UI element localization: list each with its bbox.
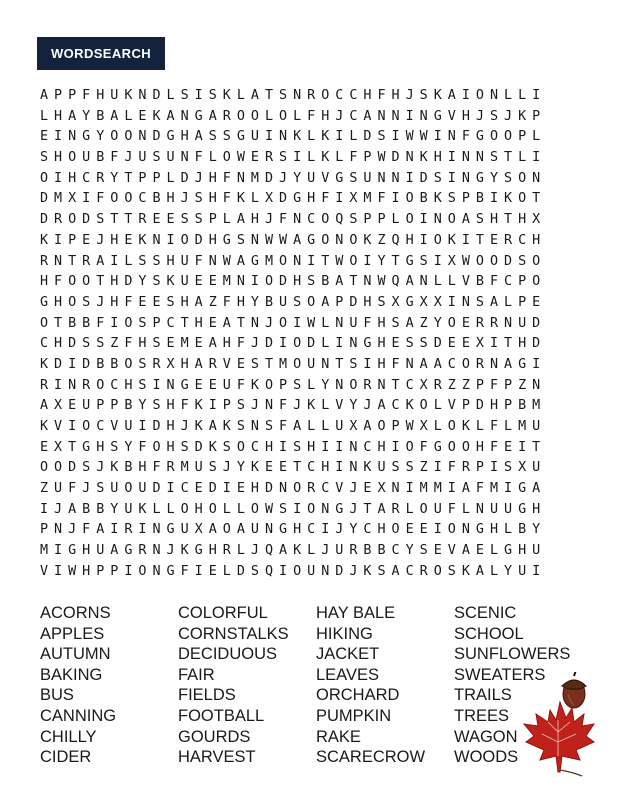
grid-row: RINROCHSINGEEUFKOPSLYNORNTCXRZZPFPZN	[40, 377, 547, 393]
word-list-item: GOURDS	[178, 727, 251, 746]
page-title: WORDSEARCH	[50, 46, 152, 61]
maple-leaf-icon	[524, 702, 594, 776]
word-list-item: TREES	[454, 706, 510, 725]
word-list-item: HARVEST	[178, 748, 256, 767]
word-list-item: ACORNS	[40, 604, 111, 622]
word-list-item: LEAVES	[316, 665, 379, 684]
letter-grid	[40, 86, 546, 583]
word-list	[40, 603, 592, 768]
grid-row: ZUFJSUOUDICEDIEHDNORCVJEXNIMMIAFMIGA	[40, 481, 547, 497]
word-list-item: SCHOOL	[454, 624, 524, 643]
word-list-item: PUMPKIN	[316, 706, 392, 725]
grid-row: SHOUBFJUSUNFLOWERSILKLFPWDNKHINNSTLI	[40, 150, 547, 166]
word-list-item: CIDER	[40, 748, 92, 767]
grid-row: OTBBFIOSPCTHEATNJOIWLNUFHSAZYOERRNUD	[40, 315, 547, 331]
word-list-item: JACKET	[316, 645, 380, 664]
word-list-item: HIKING	[316, 624, 373, 643]
grid-row: DMXIFOOCBHJSHFKLXDGHFIXMFIOBKSPBIKOT	[40, 191, 547, 207]
grid-row: KIPEJHEKNIODHGSNWWAGONOKZQHIOKITERCH	[40, 232, 547, 248]
word-list-item: CORNSTALKS	[178, 624, 289, 643]
title-badge	[37, 37, 165, 70]
grid-row: APPFHUKNDLSISKLATSNROCCHFHJSKAIONLLI	[40, 88, 547, 103]
word-list-item: APPLES	[40, 624, 105, 643]
word-list-item: DECIDUOUS	[178, 645, 278, 664]
autumn-decoration	[520, 672, 595, 777]
grid-row: OODSJKBHFRMUSJYKEETCHINKUSSZIFRPISXU	[40, 460, 547, 476]
grid-row: KDIDBBOSRXHARVESTMOUNTSIHFNAACORNAGI	[40, 356, 547, 372]
grid-row: HFOOTHDYSKUEEMNIODHSBATNWQANLLVBFCPO	[40, 274, 547, 290]
word-list-item: ORCHARD	[316, 686, 400, 705]
word-list-item: TRAILS	[454, 686, 512, 705]
word-list-item: CANNING	[40, 706, 117, 725]
word-list-item: SCENIC	[454, 604, 517, 622]
grid-row: KVIOCVUIDHJKAKSNSFALLUXAOPWXLOKLFLMU	[40, 419, 547, 434]
grid-row: AXEUPPBYSHFKIPSJNFJKLVYJACKOLVPDHPBM	[40, 398, 547, 414]
grid-row: DRODSTTREESSPLAHJFNCOQSPPLOINOASHTHX	[40, 212, 547, 228]
word-list-item: COLORFUL	[178, 604, 268, 622]
grid-row: EINGYOONDGHASSGUINKLKILDSIWWINFGOOPL	[40, 129, 547, 145]
grid-row: GHOSJHFEESHAZFHYBUSOAPDHSXGXXINSALPE	[40, 294, 547, 310]
word-list-item: SCARECROW	[316, 748, 426, 767]
word-list-item: HAY BALE	[316, 604, 396, 622]
grid-row: OIHCRYTPPLDJHFNMDJYUVGSUNNIDSINGYSON	[40, 170, 547, 186]
word-list-item: FOOTBALL	[178, 706, 265, 725]
word-list-item: RAKE	[316, 727, 361, 746]
grid-row: LHAYBALEKANGAROOLOLFHJCANNINGVHJSJKP	[40, 108, 547, 124]
word-list-item: AUTUMN	[40, 645, 111, 664]
grid-row: CHDSSZFHSEMEAHFJDIODLINGHESSDEEXITHD	[40, 336, 547, 352]
grid-row: IJABBYUKLLOHOLLOWSIONGJTARLOUFLNUUGH	[40, 501, 547, 517]
word-list-item: BAKING	[40, 665, 103, 684]
word-list-item: FAIR	[178, 665, 215, 684]
word-list-item: SWEATERS	[454, 665, 546, 684]
word-list-item: FIELDS	[178, 686, 236, 705]
word-list-item: WAGON	[454, 727, 518, 746]
acorn-icon	[562, 672, 586, 708]
grid-row: VIWHPPIONGFIELDSQIOUNDJKSACROSKALYUI	[40, 563, 547, 579]
grid-row: MIGHUAGRNJKGHRLJQAKLJURBBCYSEVAELGHU	[40, 543, 547, 559]
word-list-item: BUS	[40, 686, 74, 705]
word-list-item: CHILLY	[40, 727, 97, 746]
grid-row: EXTGHSYFOHSDKSOCHISHIINCHIOFGOOHFEIT	[40, 439, 547, 455]
word-list-item: WOODS	[454, 748, 519, 767]
word-list-item: SUNFLOWERS	[454, 645, 571, 664]
grid-row: RNTRAILSSHUFNWAGMONITWOIYTGSIXWOODSO	[40, 253, 547, 269]
grid-row: PNJFAIRINGUXAOAUNGHCIJYCHOEEIONGHLBY	[40, 522, 547, 538]
